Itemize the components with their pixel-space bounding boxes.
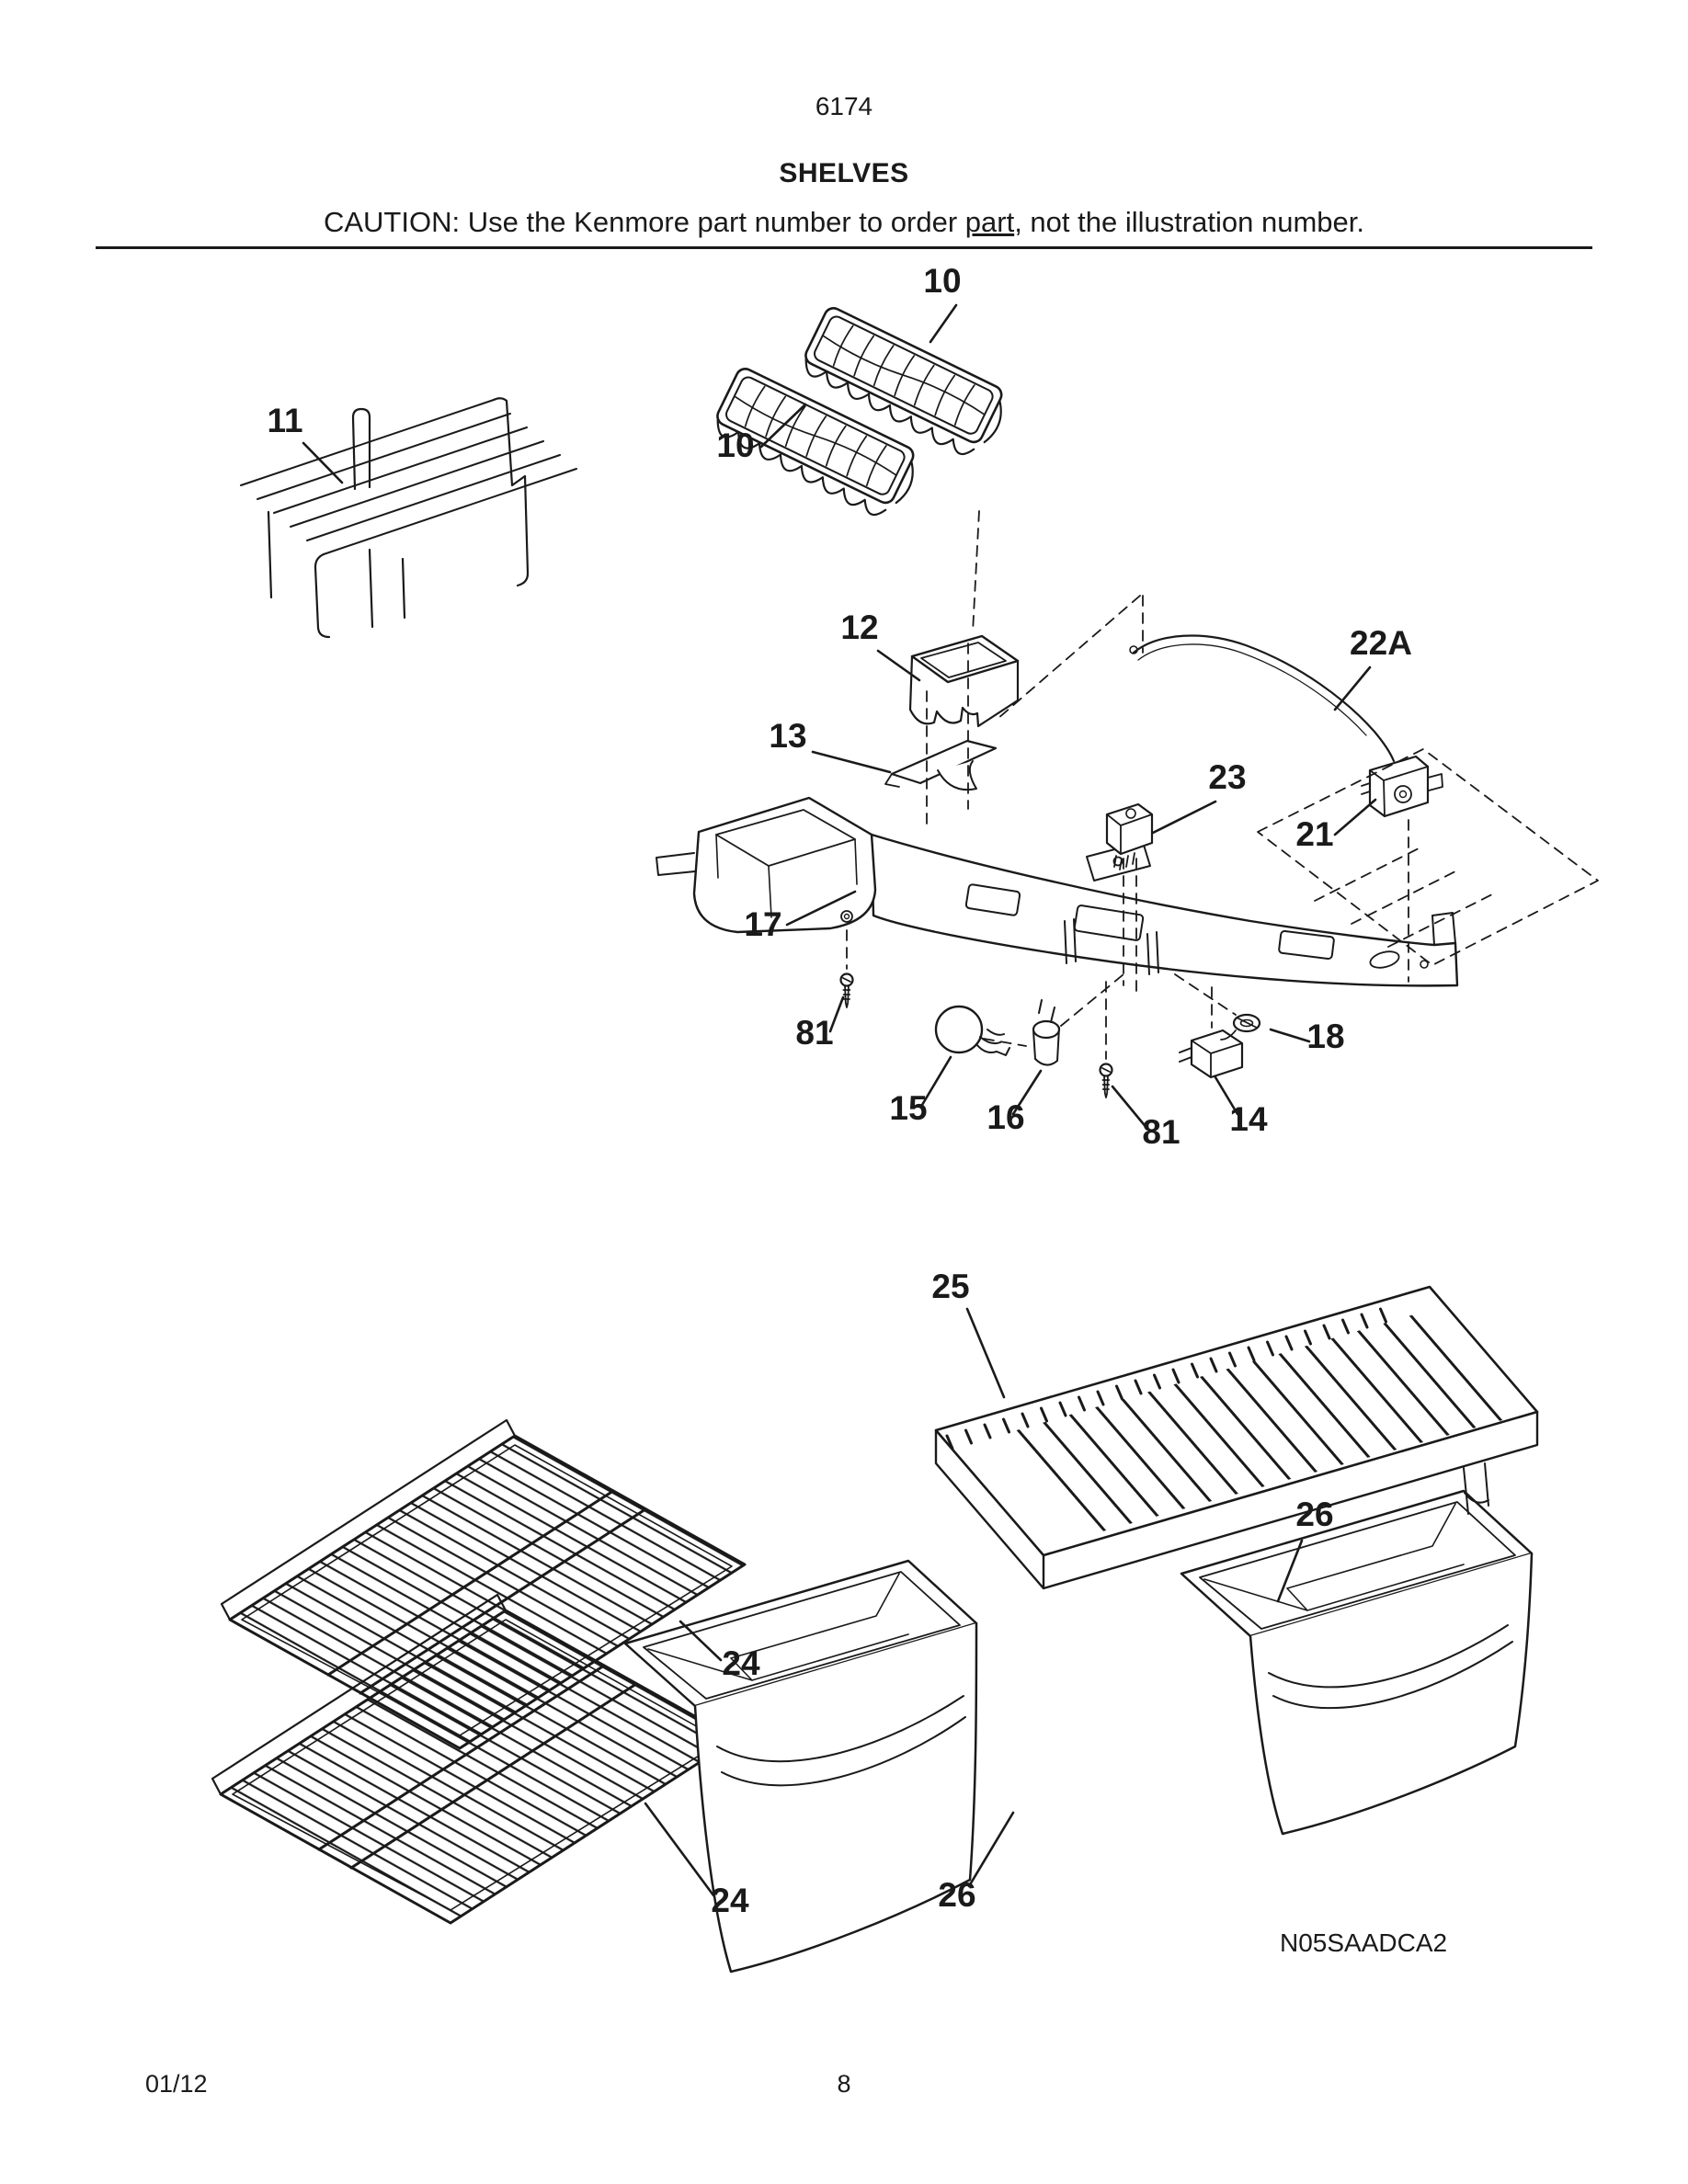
callout-24-lower: 24 (711, 1882, 749, 1919)
callout-15: 15 (889, 1089, 928, 1127)
callout-17: 17 (744, 905, 782, 943)
callout-21: 21 (1295, 815, 1334, 853)
caution-suffix: , not the illustration number. (1014, 206, 1365, 238)
screw-b (1101, 1064, 1112, 1098)
callout-16: 16 (987, 1098, 1025, 1136)
screw-a (841, 974, 853, 1008)
caution-prefix: CAUTION: Use the Kenmore part number to order (323, 206, 965, 238)
document-number: 6174 (815, 92, 873, 120)
lamp-socket (1033, 1000, 1059, 1065)
callout-11: 11 (267, 402, 303, 439)
switch-small (1180, 1030, 1242, 1077)
light-bulb (936, 1007, 1009, 1055)
deflector (885, 741, 996, 790)
page-title: SHELVES (779, 158, 909, 188)
crisper-pan-right (1181, 1491, 1532, 1834)
diagram-code: N05SAADCA2 (1280, 1928, 1448, 1957)
callout-26-right: 26 (1295, 1496, 1334, 1533)
callout-81-a: 81 (795, 1014, 834, 1052)
callout-22A: 22A (1350, 624, 1412, 662)
callout-18: 18 (1306, 1018, 1345, 1055)
footer-page-number: 8 (837, 2070, 851, 2098)
callout-12: 12 (840, 609, 879, 646)
callout-14: 14 (1229, 1100, 1268, 1138)
callout-10-lower: 10 (716, 427, 755, 464)
callout-26-left: 26 (938, 1876, 976, 1914)
footer-date: 01/12 (145, 2070, 208, 2098)
callout-10-upper: 10 (923, 262, 962, 300)
thermostat (1362, 756, 1443, 816)
caution-underlined-word: part (964, 206, 1015, 238)
callout-25: 25 (931, 1268, 970, 1305)
shelf-frame (656, 798, 1457, 985)
callout-13: 13 (769, 717, 807, 755)
callout-23: 23 (1208, 758, 1247, 796)
callout-24-upper: 24 (722, 1644, 760, 1682)
callout-81-b: 81 (1142, 1113, 1180, 1151)
